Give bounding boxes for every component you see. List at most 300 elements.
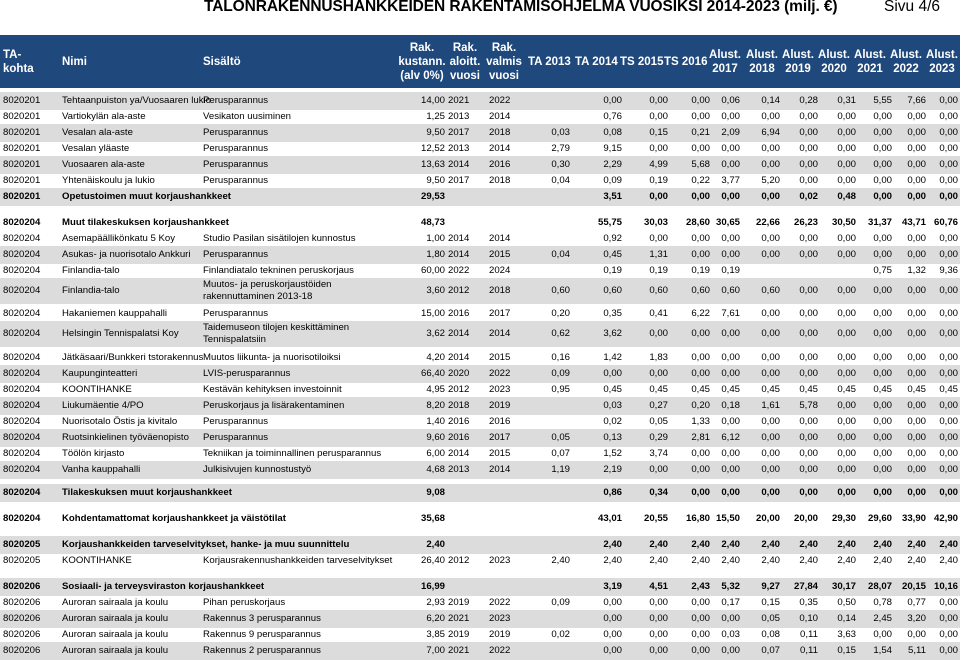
cell-value: 0,00 <box>603 613 622 624</box>
cell-rv: 2014 <box>489 233 511 244</box>
cell-k: 8020204 <box>3 448 41 459</box>
cell-value: 2,40 <box>649 539 668 550</box>
cell-value: 5,55 <box>873 95 892 106</box>
cell-value: 0,00 <box>691 368 710 379</box>
cell-value: 0,00 <box>907 432 926 443</box>
cell-value: 0,00 <box>799 285 818 296</box>
cell-value: 2,81 <box>691 432 710 443</box>
cell-n: Auroran sairaala ja koulu <box>62 597 169 608</box>
cell-value: 9,15 <box>603 143 622 154</box>
cell-value: 0,06 <box>721 95 740 106</box>
cell-value: 0,00 <box>837 285 856 296</box>
cell-n: KOONTIHANKE <box>62 555 132 566</box>
cell-value: 0,09 <box>603 175 622 186</box>
cell-n: Vesalan yläaste <box>62 143 130 154</box>
cell-value: 0,00 <box>907 352 926 363</box>
cell-value: 9,27 <box>761 581 780 592</box>
cell-s: Pihan peruskorjaus <box>203 597 286 608</box>
cell-value: 0,00 <box>691 95 710 106</box>
cell-k: 8020204 <box>3 249 41 260</box>
cell-value: 0,86 <box>603 487 622 498</box>
cell-k: 8020205 <box>3 539 41 550</box>
col-rak-valmis: Rak. valmis vuosi <box>486 41 522 82</box>
col-ts2016: TS 2016 <box>664 55 708 68</box>
cell-rk: 1,00 <box>426 233 445 244</box>
cell-s: Muutos liikunta- ja nuorisotiloiksi <box>203 352 341 363</box>
cell-n: Tehtaanpuiston ya/Vuosaaren lukio <box>62 95 211 106</box>
cell-value: 0,00 <box>761 328 780 339</box>
cell-value: 1,31 <box>649 249 668 260</box>
cell-value: 7,61 <box>721 308 740 319</box>
cell-ra: 2019 <box>448 629 470 640</box>
cell-value: 0,00 <box>691 328 710 339</box>
cell-rk: 16,99 <box>420 581 445 592</box>
col-sisalto: Sisältö <box>203 55 241 68</box>
cell-k: 8020204 <box>3 328 41 339</box>
cell-value: 0,00 <box>939 645 958 656</box>
cell-value: 1,42 <box>603 352 622 363</box>
cell-value: 0,00 <box>907 308 926 319</box>
cell-ra: 2018 <box>448 400 470 411</box>
cell-value: 0,00 <box>691 487 710 498</box>
cell-value: 42,90 <box>933 513 958 524</box>
cell-k: 8020204 <box>3 265 41 276</box>
cell-value: 0,00 <box>873 432 892 443</box>
cell-value: 0,00 <box>603 95 622 106</box>
cell-rk: 2,93 <box>426 597 445 608</box>
cell-value: 0,00 <box>837 416 856 427</box>
cell-value: 0,00 <box>721 448 740 459</box>
cell-value: 0,00 <box>649 464 668 475</box>
cell-value: 0,00 <box>907 175 926 186</box>
cell-n: Kaupunginteatteri <box>62 368 138 379</box>
cell-value: 0,02 <box>551 629 570 640</box>
cell-value: 2,40 <box>649 555 668 566</box>
cell-value: 0,00 <box>873 175 892 186</box>
cell-value: 0,00 <box>939 159 958 170</box>
cell-value: 0,00 <box>837 159 856 170</box>
cell-rk: 60,00 <box>420 265 445 276</box>
cell-ra: 2016 <box>448 432 470 443</box>
cell-rk: 1,25 <box>426 111 445 122</box>
cell-n: Vartiokylän ala-aste <box>62 111 146 122</box>
cell-value: 0,00 <box>907 159 926 170</box>
cell-value: 0,13 <box>603 432 622 443</box>
cell-value: 31,37 <box>867 217 892 228</box>
cell-ra: 2014 <box>448 328 470 339</box>
cell-value: 1,83 <box>649 352 668 363</box>
cell-rk: 6,20 <box>426 613 445 624</box>
cell-value: 0,04 <box>551 249 570 260</box>
col-ta2013: TA 2013 <box>528 55 571 68</box>
cell-value: 20,00 <box>755 513 780 524</box>
cell-value: 0,02 <box>799 191 818 202</box>
table-row <box>0 552 960 570</box>
cell-rk: 9,60 <box>426 432 445 443</box>
cell-value: 0,00 <box>907 448 926 459</box>
cell-value: 0,62 <box>551 328 570 339</box>
cell-value: 0,77 <box>907 597 926 608</box>
cell-n: Ruotsinkielinen työväenopisto <box>62 432 189 443</box>
cell-value: 0,00 <box>603 368 622 379</box>
cell-ra: 2013 <box>448 143 470 154</box>
cell-value: 0,00 <box>837 127 856 138</box>
cell-rk: 8,20 <box>426 400 445 411</box>
cell-n: Yhtenäiskoulu ja lukio <box>62 175 155 186</box>
cell-value: 0,00 <box>799 464 818 475</box>
cell-value: 0,00 <box>761 416 780 427</box>
cell-k: 8020204 <box>3 308 41 319</box>
col-alust2020: Alust. 2020 <box>818 48 850 75</box>
cell-rk: 4,20 <box>426 352 445 363</box>
col-alust2022: Alust. 2022 <box>890 48 922 75</box>
cell-value: 3,74 <box>649 448 668 459</box>
cell-value: 0,00 <box>721 352 740 363</box>
cell-value: 0,00 <box>939 143 958 154</box>
cell-value: 0,00 <box>907 487 926 498</box>
document-title: TALONRAKENNUSHANKKEIDEN RAKENTAMISOHJELMA VUOSIKSI 2014-2023 (milj. €) <box>204 0 838 15</box>
cell-value: 0,21 <box>691 127 710 138</box>
cell-value: 0,02 <box>603 416 622 427</box>
cell-ra: 2012 <box>448 285 470 296</box>
cell-value: 4,51 <box>649 581 668 592</box>
cell-n: Opetustoimen muut korjaushankkeet <box>62 191 231 202</box>
col-ta2014: TA 2014 <box>575 55 618 68</box>
cell-rk: 29,53 <box>420 191 445 202</box>
cell-n: Auroran sairaala ja koulu <box>62 629 169 640</box>
cell-s: Kestävän kehityksen investoinnit <box>203 384 342 395</box>
cell-value: 0,00 <box>691 448 710 459</box>
cell-value: 0,00 <box>939 352 958 363</box>
cell-s: Perusparannus <box>203 432 269 443</box>
cell-rv: 2018 <box>489 285 511 296</box>
cell-ra: 2012 <box>448 384 470 395</box>
cell-value: 0,15 <box>837 645 856 656</box>
cell-rk: 4,95 <box>426 384 445 395</box>
cell-value: 29,60 <box>867 513 892 524</box>
cell-k: 8020206 <box>3 613 41 624</box>
cell-value: 20,00 <box>793 513 818 524</box>
cell-value: 0,45 <box>837 384 856 395</box>
cell-ra: 2014 <box>448 448 470 459</box>
cell-value: 0,00 <box>873 629 892 640</box>
cell-value: 30,65 <box>715 217 740 228</box>
cell-value: 22,66 <box>755 217 780 228</box>
cell-value: 0,05 <box>551 432 570 443</box>
cell-value: 0,00 <box>939 111 958 122</box>
cell-value: 2,40 <box>907 539 926 550</box>
table-row <box>0 510 960 528</box>
cell-value: 2,40 <box>873 539 892 550</box>
cell-value: 0,00 <box>799 159 818 170</box>
cell-rk: 1,80 <box>426 249 445 260</box>
cell-n: Hakaniemen kauppahalli <box>62 308 168 319</box>
cell-rv: 2015 <box>489 249 511 260</box>
cell-value: 2,40 <box>761 539 780 550</box>
cell-value: 29,30 <box>831 513 856 524</box>
cell-s: Perusparannus <box>203 308 269 319</box>
cell-k: 8020204 <box>3 487 41 498</box>
cell-value: 0,78 <box>873 597 892 608</box>
cell-value: 0,00 <box>873 487 892 498</box>
cell-value: 55,75 <box>597 217 622 228</box>
cell-s: Perusparannus <box>203 416 269 427</box>
cell-value: 0,10 <box>799 613 818 624</box>
cell-value: 27,84 <box>793 581 818 592</box>
cell-value: 0,00 <box>939 400 958 411</box>
cell-value: 0,00 <box>873 464 892 475</box>
cell-value: 0,00 <box>873 368 892 379</box>
cell-rk: 6,00 <box>426 448 445 459</box>
cell-rk: 66,40 <box>420 368 445 379</box>
cell-value: 0,14 <box>837 613 856 624</box>
col-alust2017: Alust. 2017 <box>709 48 741 75</box>
cell-n: Auroran sairaala ja koulu <box>62 613 169 624</box>
cell-rv: 2018 <box>489 175 511 186</box>
cell-rv: 2014 <box>489 111 511 122</box>
cell-s: Perusparannus <box>203 127 269 138</box>
cell-value: 0,15 <box>761 597 780 608</box>
cell-value: 0,00 <box>907 233 926 244</box>
cell-value: 0,05 <box>761 613 780 624</box>
cell-k: 8020204 <box>3 233 41 244</box>
cell-value: 26,23 <box>793 217 818 228</box>
cell-value: 2,09 <box>721 127 740 138</box>
cell-value: 28,07 <box>867 581 892 592</box>
cell-s: Rakennus 9 perusparannus <box>203 629 321 640</box>
cell-rk: 3,85 <box>426 629 445 640</box>
col-alust2021: Alust. 2021 <box>854 48 886 75</box>
cell-value: 0,60 <box>691 285 710 296</box>
cell-k: 8020204 <box>3 432 41 443</box>
cell-rv: 2019 <box>489 400 511 411</box>
cell-value: 0,00 <box>721 464 740 475</box>
cell-ra: 2013 <box>448 111 470 122</box>
table-header <box>0 35 960 88</box>
cell-value: 0,00 <box>837 143 856 154</box>
cell-n: Auroran sairaala ja koulu <box>62 645 169 656</box>
cell-value: 0,45 <box>761 384 780 395</box>
cell-value: 0,00 <box>799 487 818 498</box>
cell-value: 0,00 <box>907 629 926 640</box>
cell-value: 20,55 <box>643 513 668 524</box>
cell-k: 8020206 <box>3 629 41 640</box>
cell-value: 2,40 <box>907 555 926 566</box>
cell-value: 0,16 <box>551 352 570 363</box>
table-row <box>0 278 960 304</box>
cell-n: Vuosaaren ala-aste <box>62 159 145 170</box>
cell-ra: 2014 <box>448 352 470 363</box>
cell-k: 8020204 <box>3 400 41 411</box>
cell-value: 0,00 <box>939 95 958 106</box>
cell-ra: 2016 <box>448 308 470 319</box>
cell-value: 0,19 <box>649 175 668 186</box>
cell-value: 2,29 <box>603 159 622 170</box>
cell-value: 0,00 <box>649 111 668 122</box>
cell-s: Taidemuseon tilojen keskittäminen Tennispalatsiin <box>203 322 350 345</box>
cell-n: Nuorisotalo Östis ja kivitalo <box>62 416 178 427</box>
cell-value: 0,00 <box>939 597 958 608</box>
cell-rk: 12,52 <box>420 143 445 154</box>
cell-value: 0,00 <box>691 352 710 363</box>
cell-value: 0,00 <box>603 597 622 608</box>
cell-value: 0,00 <box>761 448 780 459</box>
cell-rv: 2023 <box>489 384 511 395</box>
cell-value: 0,19 <box>691 265 710 276</box>
cell-value: 20,15 <box>901 581 926 592</box>
cell-rk: 3,62 <box>426 328 445 339</box>
cell-value: 0,00 <box>939 328 958 339</box>
cell-value: 0,00 <box>837 464 856 475</box>
cell-value: 0,00 <box>939 308 958 319</box>
cell-value: 0,50 <box>837 597 856 608</box>
cell-ra: 2012 <box>448 555 470 566</box>
cell-value: 0,08 <box>761 629 780 640</box>
cell-ra: 2017 <box>448 175 470 186</box>
cell-value: 0,00 <box>649 95 668 106</box>
cell-s: Studio Pasilan sisätilojen kunnostus <box>203 233 356 244</box>
cell-value: 0,00 <box>721 416 740 427</box>
cell-value: 0,00 <box>873 328 892 339</box>
cell-value: 0,00 <box>603 645 622 656</box>
cell-value: 1,61 <box>761 400 780 411</box>
cell-value: 0,00 <box>799 432 818 443</box>
cell-value: 0,00 <box>837 400 856 411</box>
cell-value: 0,00 <box>721 613 740 624</box>
cell-value: 0,00 <box>721 487 740 498</box>
table-row <box>0 321 960 347</box>
cell-value: 0,00 <box>837 249 856 260</box>
cell-s: Korjausrakennushankkeiden tarveselvitykset <box>203 555 393 566</box>
cell-s: Perusparannus <box>203 159 269 170</box>
cell-value: 0,00 <box>691 143 710 154</box>
cell-s: Finlandiatalo tekninen peruskorjaus <box>203 265 354 276</box>
cell-value: 1,19 <box>551 464 570 475</box>
cell-value: 0,19 <box>721 265 740 276</box>
cell-k: 8020201 <box>3 191 41 202</box>
cell-rv: 2017 <box>489 432 511 443</box>
cell-value: 0,28 <box>799 95 818 106</box>
cell-rk: 9,50 <box>426 127 445 138</box>
cell-value: 0,00 <box>939 464 958 475</box>
cell-rv: 2022 <box>489 645 511 656</box>
cell-value: 0,00 <box>873 191 892 202</box>
cell-s: Vesikaton uusiminen <box>203 111 291 122</box>
cell-value: 16,80 <box>685 513 710 524</box>
cell-rk: 1,40 <box>426 416 445 427</box>
cell-value: 0,34 <box>649 487 668 498</box>
cell-value: 0,00 <box>603 629 622 640</box>
cell-ra: 2014 <box>448 159 470 170</box>
cell-value: 0,00 <box>939 432 958 443</box>
cell-rk: 9,08 <box>426 487 445 498</box>
cell-value: 0,00 <box>721 645 740 656</box>
page-number: Sivu 4/6 <box>884 0 941 15</box>
cell-value: 0,00 <box>837 111 856 122</box>
cell-value: 0,00 <box>799 368 818 379</box>
cell-value: 0,00 <box>837 308 856 319</box>
cell-value: 0,00 <box>721 159 740 170</box>
cell-value: 0,00 <box>761 368 780 379</box>
cell-n: Finlandia-talo <box>62 265 120 276</box>
cell-rk: 2,40 <box>426 539 445 550</box>
cell-value: 0,00 <box>799 175 818 186</box>
cell-value: 0,45 <box>939 384 958 395</box>
cell-value: 60,76 <box>933 217 958 228</box>
cell-value: 0,22 <box>691 175 710 186</box>
cell-value: 0,75 <box>873 265 892 276</box>
cell-value: 0,09 <box>551 597 570 608</box>
cell-value: 0,00 <box>721 368 740 379</box>
cell-value: 0,00 <box>837 487 856 498</box>
cell-value: 2,40 <box>799 539 818 550</box>
cell-value: 0,00 <box>761 249 780 260</box>
cell-value: 0,19 <box>603 265 622 276</box>
cell-value: 0,00 <box>691 249 710 260</box>
cell-value: 0,00 <box>907 111 926 122</box>
cell-k: 8020201 <box>3 95 41 106</box>
col-alust2023: Alust. 2023 <box>926 48 958 75</box>
cell-rv: 2015 <box>489 448 511 459</box>
cell-s: LVIS-perusparannus <box>203 368 291 379</box>
cell-value: 0,00 <box>907 328 926 339</box>
cell-k: 8020204 <box>3 352 41 363</box>
cell-value: 5,68 <box>691 159 710 170</box>
cell-value: 0,00 <box>939 191 958 202</box>
cell-rv: 2023 <box>489 555 511 566</box>
cell-value: 0,00 <box>761 487 780 498</box>
cell-k: 8020206 <box>3 645 41 656</box>
cell-value: 2,19 <box>603 464 622 475</box>
cell-value: 0,00 <box>691 645 710 656</box>
cell-k: 8020201 <box>3 127 41 138</box>
cell-value: 0,00 <box>691 191 710 202</box>
cell-k: 8020201 <box>3 143 41 154</box>
cell-value: 0,35 <box>799 597 818 608</box>
col-alust2019: Alust. 2019 <box>782 48 814 75</box>
cell-value: 0,00 <box>837 175 856 186</box>
cell-s: Muutos- ja peruskorjaustöiden rakennuttaminen 2013-18 <box>203 279 332 302</box>
cell-value: 2,40 <box>799 555 818 566</box>
cell-value: 2,40 <box>837 539 856 550</box>
cell-value: 0,00 <box>721 111 740 122</box>
cell-value: 2,40 <box>761 555 780 566</box>
cell-value: 0,95 <box>551 384 570 395</box>
cell-value: 0,11 <box>800 629 818 640</box>
cell-ra: 2014 <box>448 249 470 260</box>
cell-value: 0,00 <box>761 233 780 244</box>
cell-value: 0,00 <box>691 613 710 624</box>
cell-rv: 2024 <box>489 265 511 276</box>
cell-n: KOONTIHANKE <box>62 384 132 395</box>
cell-n: Finlandia-talo <box>62 285 120 296</box>
cell-value: 0,00 <box>939 368 958 379</box>
cell-value: 0,41 <box>649 308 668 319</box>
cell-value: 0,60 <box>721 285 740 296</box>
cell-value: 0,20 <box>551 308 570 319</box>
cell-value: 28,60 <box>685 217 710 228</box>
cell-value: 0,14 <box>761 95 780 106</box>
cell-value: 0,07 <box>551 448 570 459</box>
table-row <box>0 188 960 206</box>
cell-value: 2,45 <box>873 613 892 624</box>
cell-n: Tilakeskuksen muut korjaushankkeet <box>62 487 232 498</box>
cell-n: Sosiaali- ja terveysviraston korjaushankkeet <box>62 581 265 592</box>
cell-s: Perusparannus <box>203 175 269 186</box>
cell-k: 8020204 <box>3 217 41 228</box>
cell-value: 0,11 <box>800 645 818 656</box>
cell-value: 0,00 <box>799 249 818 260</box>
